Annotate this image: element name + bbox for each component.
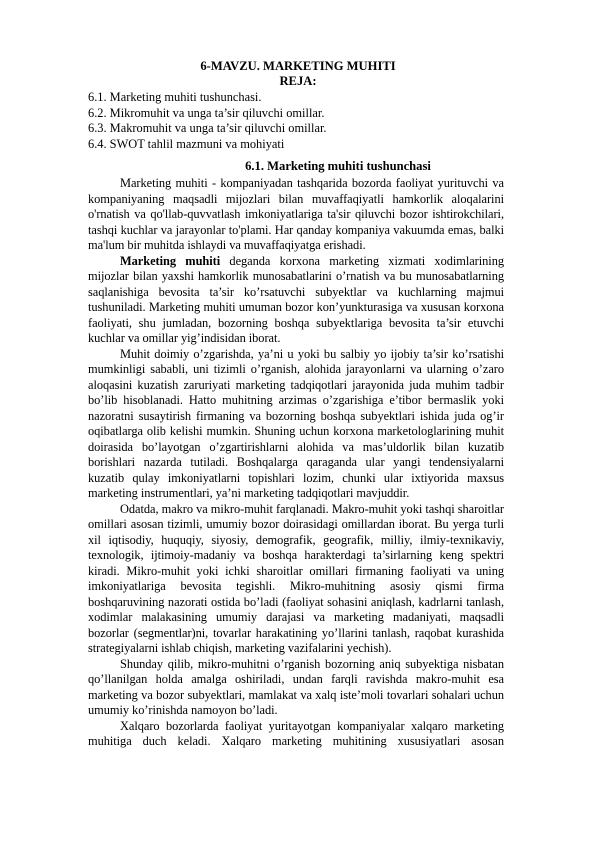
paragraph-text: Xalqaro bozorlarda faoliyat yuritayotgan kompaniyalar xalqaro marketing muhitiga duch keladi. Xalqaro marketing muhitining xususiyatlari asosan [88,718,504,748]
bold-term: Marketing muhiti [120,253,221,268]
paragraph-text: Marketing muhiti - kompaniyadan tashqarida bozorda faoliyat yurituvchi va kompaniyaning maqsadli mijozlari bilan muvaffaqiyatli hamkorlik aloqalarini o'rnatish va qo'llab-quvvatlash imkoniyatlariga ta'sir qiluvchi bozor ishtirokchilari, tashqi kuchlar va jarayonlar to'plami. Har qanday kompaniya vakuumda emas, balki ma'lum bir muhitda ishlaydi va muvaffaqiyatga erishadi. [88,176,504,252]
paragraph [88,347,504,502]
toc-item: 6.1. Marketing muhiti tushunchasi. [88,90,262,104]
toc-item: 6.3. Makromuhit va unga ta’sir qiluvchi omillar. [88,121,327,136]
document-body [88,176,504,750]
plan-heading: REJA: [279,74,317,88]
document-title: 6-MAVZU. MARKETING MUHITI [200,59,396,73]
paragraph [88,719,504,750]
toc-item: 6.2. Mikromuhit va unga ta’sir qiluvchi omillar. [88,105,325,120]
paragraph [88,176,504,254]
paragraph-text: Shunday qilib, mikro-muhitni o’rganish bozorning aniq subyektiga nisbatan qo’llanilgan holda amalga oshiriladi, undan farqli ravishda makro-muhit esa marketing va bozor subyektlari, mamlakat va xalq iste’moli tovarlari sohalari uchun umumiy ko’rinishda namoyon bo’ladi. [88,656,504,717]
paragraph-text: Odatda, makro va mikro-muhit farqlanadi. Makro-muhit yoki tashqi sharoitlar omillari asosan tizimli, umumiy bozor doirasidagi omillardan iborat. Bu yerga turli xil iqtisodiy, huquqiy, siyosiy, demografik, geografik, milliy, ilmiy-texnikaviy, texnologik, ijtimoiy-madaniy va boshqa harakterdagi ta’sirlarning keng spektri kiradi. Mikro-muhit yoki ichki sharoitlar omillari firmaning faoliyati va uning imkoniyatlariga bevosita tegishli. Mikro-muhitning asosiy qismi firma boshqaruvining nazorati ostida bo’ladi (faoliyat sohasini aniqlash, kadrlarni tanlash, xodimlar malakasining umumiy darajasi va marketing madaniyati, maqsadli bozorlar (segmentlar)ni, tovarlar harakatining yo’llarini tanlash, raqobat kurashida strategiyalarni ishlab chiqish, marketing vazifalarini yechish). [88,501,504,655]
paragraph [88,254,504,347]
paragraph-text: deganda korxona marketing xizmati xodimlarining mijozlar bilan yaxshi hamkorlik munosabatlarini o’rnatish va bu munosabatlarning saqlanishiga bevosita ta’sir ko’rsatuvchi subyektlar va kuchlarning majmui tushuniladi. Marketing muhiti umuman bozor kon’yunkturasiga va xususan korxona faoliyati, shu jumladan, bozorning boshqa subyektlariga bevosita ta’sir etuvchi kuchlar va omillar yig’indisidan iborat. [88,253,504,345]
paragraph-text: Muhit doimiy o’zgarishda, ya’ni u yoki bu salbiy yo ijobiy ta’sir ko’rsatishi mumkinligi sababli, uni tizimli o’rganish, alohida jarayonlarni va ularning o’zaro aloqasini kuzatish zaruriyati marketing tadqiqotlari jarayonida juda muhim tadbir bo’lib hisoblanadi. Hatto muhitning arzimas o’zgarishiga e’tibor bermaslik yoki nazoratni susaytirish firmaning va bozorning boshqa subyektlari ishida juda og’ir oqibatlarga olib kelishi mumkin. Shuning uchun korxona marketologlarining muhit doirasida bo’layotgan o’zgartirishlarni alohida va mas’uldorlik bilan kuzatib borishlari nazarda tutiladi. Boshqalarga qaraganda ular yangi tendensiyalarni kuzatib qulay imkoniyatlarni topishlari lozim, chunki ular ixtiyorida maxsus marketing instrumentlari, ya’ni marketing tadqiqotlari mavjuddir. [88,346,504,500]
paragraph [88,502,504,657]
section-heading: 6.1. Marketing muhiti tushunchasi [245,159,431,173]
table-of-contents [88,90,326,152]
toc-item: 6.4. SWOT tahlil mazmuni va mohiyati [88,136,285,151]
paragraph [88,657,504,719]
